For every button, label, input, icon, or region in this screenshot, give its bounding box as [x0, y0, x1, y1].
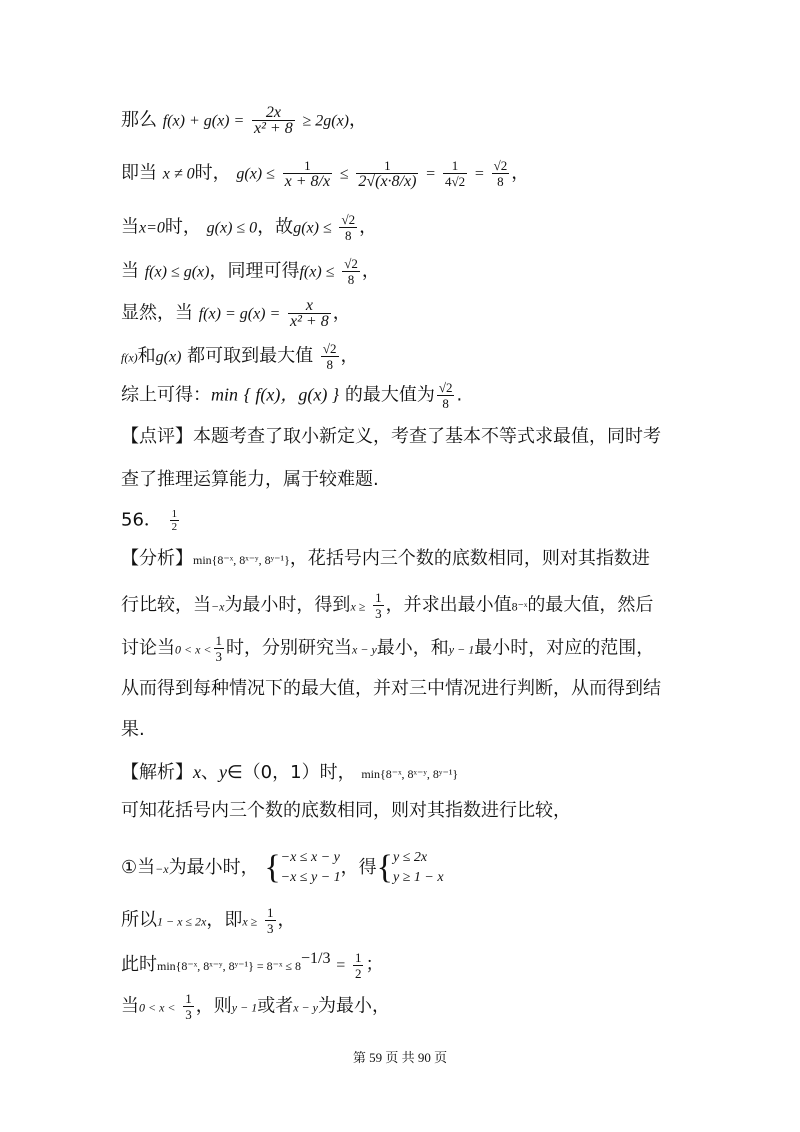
operator: =: [426, 165, 436, 183]
line-4: [121, 256, 380, 287]
text: 、: [201, 762, 219, 783]
line-15: [121, 718, 145, 742]
formula: g(x) ≤: [236, 165, 275, 183]
formula: x ≥: [242, 914, 258, 929]
formula: ≥ 2g(x): [302, 112, 350, 130]
line-10: [121, 508, 181, 533]
fraction: $\frac{1}{2√(x\cdot 8/x)}$: [358, 158, 417, 190]
text: 查了推理运算能力，属于较难题.: [121, 469, 379, 490]
text: 显然，当: [121, 302, 193, 324]
operator: =: [336, 957, 346, 974]
formula: x: [193, 762, 201, 782]
text: ，同理可得: [209, 260, 300, 282]
text: ，即: [206, 909, 243, 931]
formula: g(x) ≤ 0: [206, 219, 258, 237]
text: 【点评】本题考查了取小新定义，考查了基本不等式求最值，同时考: [121, 426, 661, 447]
text: 为最小时，得到: [224, 594, 351, 616]
text: ，: [511, 162, 530, 184]
formula: x − y: [293, 1000, 318, 1015]
line-21: [121, 991, 390, 1022]
formula: x − y: [352, 642, 377, 657]
fraction: $\frac{1}{2}$: [354, 949, 362, 981]
fraction: $\frac{1}{x + 8/x}$: [284, 158, 331, 190]
text: 和: [137, 345, 156, 367]
fraction: $\frac{1}{3}$: [267, 905, 274, 936]
text: 此时: [121, 954, 157, 975]
text: ，: [332, 302, 351, 324]
left-brace-icon: {: [264, 849, 281, 886]
line-12: [121, 590, 653, 621]
line-16: [121, 760, 458, 786]
formula: f(x) ≤ g(x): [144, 263, 210, 281]
fraction: $\frac{√2}{8}$: [344, 256, 358, 287]
formula: y: [219, 762, 227, 782]
formula: 0 < x <: [139, 1000, 176, 1015]
inequality-system: −x ≤ x − y −x ≤ y − 1: [280, 850, 341, 885]
text: 的最大值为: [344, 384, 435, 406]
line-20: [121, 947, 383, 981]
fraction: $\frac{√2}{8}$: [322, 341, 337, 372]
fraction: $\frac{1}{3}$: [185, 991, 192, 1022]
fraction: $\frac{1}{4√2}$: [444, 158, 466, 189]
formula: f(x) ≤: [299, 263, 335, 281]
text: 那么: [121, 109, 157, 131]
answer-fraction: $\frac{1}{2}$: [171, 508, 178, 533]
line-13: [121, 633, 654, 664]
text: 当: [121, 216, 139, 238]
text: 所以: [121, 909, 157, 931]
line-2: [121, 158, 529, 189]
formula: g(x): [155, 348, 182, 366]
formula: 8⁻ˣ: [511, 599, 528, 614]
fraction: $\frac{1}{3}$: [375, 590, 382, 621]
line-18: [121, 848, 444, 888]
formula: 1 − x ≤ 2x: [157, 914, 207, 929]
formula: x ≥: [350, 599, 366, 614]
text: 【分析】: [121, 548, 193, 569]
text: 为最小时，: [168, 857, 259, 878]
formula: y − 1: [231, 1000, 258, 1015]
inequality-system: y ≤ 2x y ≥ 1 − x: [392, 850, 444, 885]
text: .: [456, 384, 463, 406]
text: ；: [365, 954, 384, 975]
formula: f(x): [121, 350, 138, 365]
fraction: $\frac{2x}{\text{x² + 8}}$: [254, 104, 293, 137]
formula: min{8⁻ˣ, 8ˣ⁻ʸ, 8ʸ⁻¹} = 8⁻ˣ ≤ 8: [157, 959, 302, 973]
text: 为最小，: [317, 995, 390, 1017]
text: 或者: [257, 995, 294, 1017]
text: 时，: [164, 216, 201, 238]
text: 时，: [194, 162, 231, 184]
text: 时，分别研究当: [226, 637, 353, 659]
operator: =: [474, 165, 484, 183]
formula: 0 < x <: [175, 642, 212, 657]
operator: ≤: [339, 165, 349, 183]
text: ①当: [121, 857, 156, 878]
text: 综上可得：: [121, 384, 211, 406]
formula: y − 1: [448, 642, 475, 657]
formula: x ≠ 0: [162, 165, 195, 183]
text: 都可取到最大值: [187, 345, 314, 367]
fraction: $\frac{√2}{8}$: [341, 212, 356, 243]
fraction: $\frac{x}{\text{x² + 8}}$: [290, 297, 329, 330]
formula: g(x) ≤: [293, 219, 332, 237]
fraction: $\frac{√2}{8}$: [438, 380, 453, 411]
formula: min: [211, 384, 238, 405]
left-brace-icon: {: [376, 849, 393, 886]
formula: f(x) = g(x) =: [198, 305, 281, 323]
text: 果.: [121, 719, 145, 740]
text: ，: [349, 109, 368, 131]
line-7: [121, 380, 462, 411]
text: 的最大值，然后: [527, 594, 654, 616]
text: ，花括号内三个数的底数相同，则对其指数进: [289, 548, 650, 569]
text: ，则: [195, 995, 232, 1017]
text: ，得: [340, 857, 377, 878]
text: 【解析】: [121, 762, 193, 783]
text: 从而得到每种情况下的最大值，并对三中情况进行判断，从而得到结: [121, 678, 661, 699]
text: 可知花括号内三个数的底数相同，则对其指数进行比较，: [121, 800, 571, 821]
text: ，: [340, 345, 359, 367]
formula: −x: [211, 599, 225, 614]
line-14: [121, 677, 661, 701]
text: ，: [359, 216, 378, 238]
text: 行比较，当: [121, 594, 211, 616]
fraction: $\frac{√2}{8}$: [493, 158, 508, 189]
line-3: [121, 212, 377, 243]
line-19: [121, 905, 296, 936]
formula: min{8⁻ˣ, 8ˣ⁻ʸ, 8ʸ⁻¹}: [193, 553, 290, 567]
text: ∈（0，1）时，: [227, 762, 356, 783]
text: 当: [121, 260, 139, 282]
formula: −x: [155, 862, 169, 876]
text: 讨论当: [121, 637, 175, 659]
formula: f(x) + g(x) =: [162, 112, 245, 130]
line-17: [121, 799, 571, 823]
text: ，: [361, 260, 380, 282]
text: 当: [121, 995, 139, 1017]
page-footer: 第 59 页 共 90 页: [352, 1050, 448, 1065]
text: 最小时，对应的范围，: [474, 637, 655, 659]
exponent: −1/3: [301, 950, 331, 967]
line-11: [121, 547, 650, 572]
formula: x=0: [139, 219, 165, 237]
formula: min{8⁻ˣ, 8ˣ⁻ʸ, 8ʸ⁻¹}: [361, 767, 459, 781]
line-5: [121, 298, 351, 329]
text: ，故: [257, 216, 294, 238]
fraction: $\frac{1}{3}$: [215, 633, 223, 664]
text: ，并求出最小值: [385, 594, 512, 616]
formula: { f(x)，g(x) }: [243, 384, 340, 405]
line-9: [121, 468, 379, 492]
line-1: [121, 105, 367, 136]
text: 即当: [121, 162, 157, 184]
line-8: [121, 425, 661, 449]
question-number: 56．: [121, 509, 162, 531]
text: 最小，和: [376, 637, 449, 659]
line-6: [121, 341, 359, 372]
text: ，: [277, 909, 296, 931]
